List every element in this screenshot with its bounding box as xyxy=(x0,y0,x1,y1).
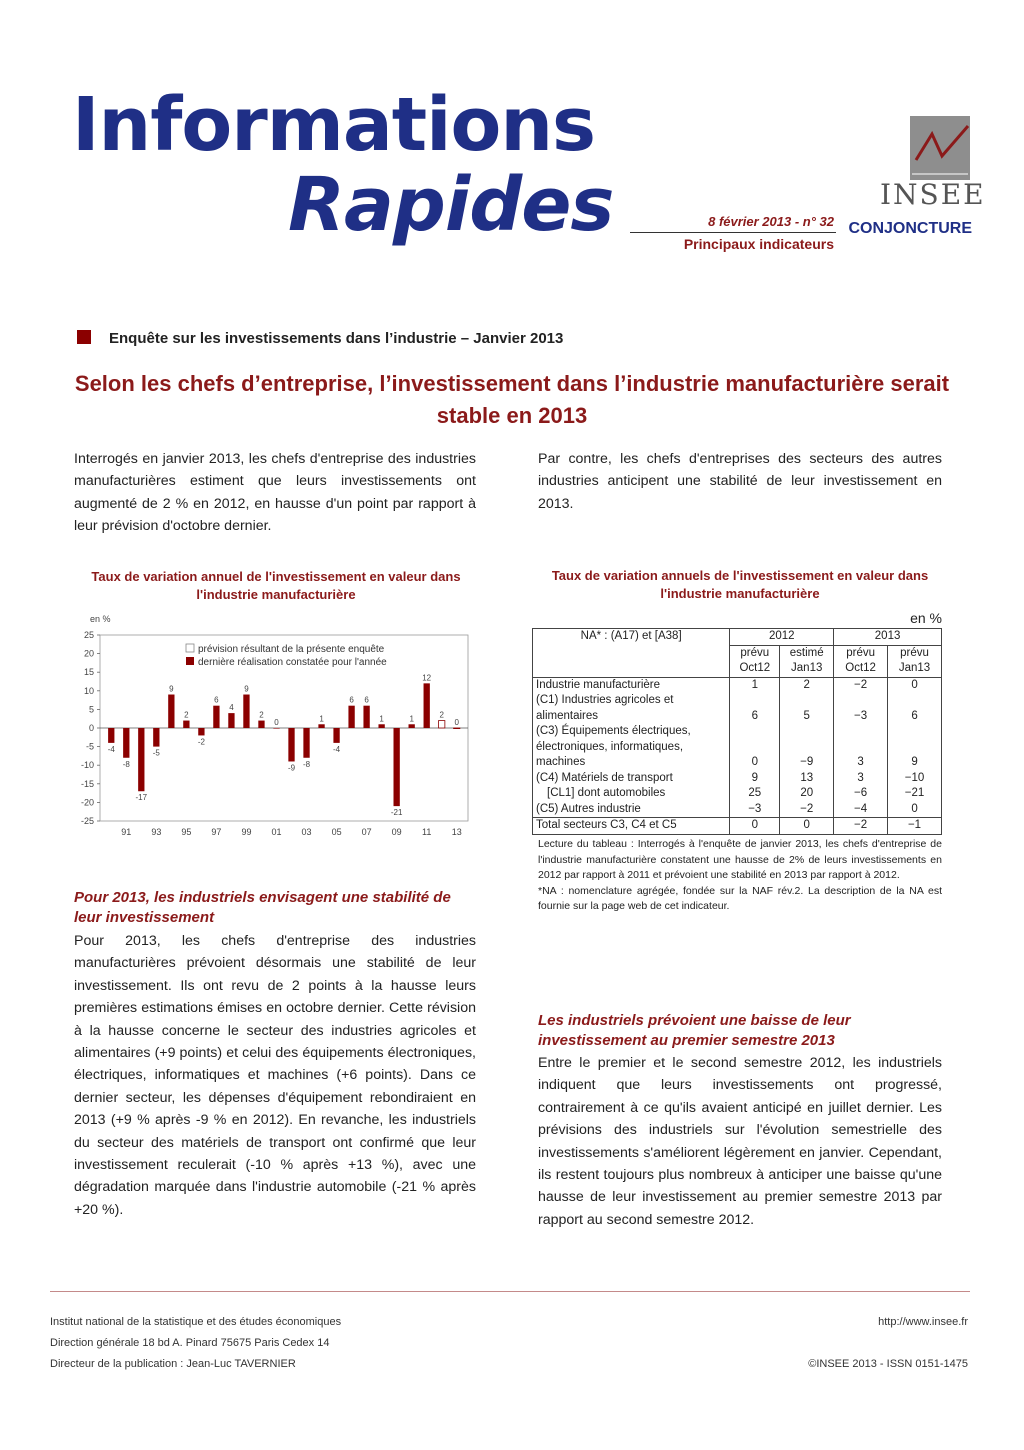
table-sub-prevu: prévu xyxy=(730,645,780,661)
footer-copyright: ©INSEE 2013 - ISSN 0151-1475 xyxy=(808,1358,968,1370)
x-tick-label: 95 xyxy=(181,827,192,837)
data-label: 2 xyxy=(259,710,264,720)
footer-director: Directeur de la publication : Jean-Luc TAVERNIER xyxy=(50,1358,296,1370)
footer-address: Direction générale 18 bd A. Pinard 75675 Paris Cedex 14 xyxy=(50,1337,330,1349)
publication-title: Informations xyxy=(72,82,596,168)
table-sub-oct12: Oct12 xyxy=(834,661,888,677)
intro-paragraph-left: Interrogés en janvier 2013, les chefs d'entreprise des industries manufacturières estiment que leurs investissements ont augmenté de 2 % en 2012, en hausse d'un point par rapport à leur prévision d'octobre dernier. xyxy=(74,451,476,535)
footer-url-link[interactable]: http://www.insee.fr xyxy=(878,1316,968,1328)
footer-right xyxy=(700,1312,968,1375)
table-sub-prevu: prévu xyxy=(834,645,888,661)
publication-subtitle: Rapides xyxy=(288,162,614,248)
data-label: -5 xyxy=(152,748,160,758)
table-header-2012: 2012 xyxy=(730,629,834,646)
table-cell: 6 xyxy=(888,693,942,724)
x-tick-label: 03 xyxy=(301,827,312,837)
bullet-square-icon xyxy=(77,330,91,344)
table-cell: 25 xyxy=(730,786,780,802)
data-label: 4 xyxy=(229,703,234,713)
section1-title: Pour 2013, les industriels envisagent une stabilité de leur investissement xyxy=(74,889,451,926)
data-label: -8 xyxy=(302,759,311,769)
table-sub-jan13: Jan13 xyxy=(888,661,942,677)
table-cell: 0 xyxy=(780,818,834,835)
y-tick-label: -10 xyxy=(80,760,94,771)
table-cell: 3 xyxy=(834,724,888,771)
table-row xyxy=(533,771,942,787)
data-label: 9 xyxy=(244,684,249,694)
data-label: -2 xyxy=(197,737,205,747)
chart-bar xyxy=(153,728,159,747)
y-tick-label: 20 xyxy=(83,648,94,659)
table-note-reading: Lecture du tableau : Interrogés à l'enquête de janvier 2013, les chefs d'entreprise de l'industrie manufacturière constatent une hausse de 2% de leurs investissements en 2012 par rapport à 2011 et prévoient une stabilité en 2013 par rapport à 2012. xyxy=(538,838,942,881)
table-row-label: [CL1] dont automobiles xyxy=(533,786,730,802)
chart-bar xyxy=(213,706,219,728)
table-cell: 2 xyxy=(780,677,834,693)
table-cell: 13 xyxy=(780,771,834,787)
chart-bar xyxy=(288,728,294,761)
chart-bar xyxy=(273,728,279,729)
chart-bar xyxy=(228,713,234,728)
legend-swatch xyxy=(186,644,194,652)
table-cell: 20 xyxy=(780,786,834,802)
data-label: 9 xyxy=(169,684,174,694)
table-header-2013: 2013 xyxy=(834,629,942,646)
table-total-label: Total secteurs C3, C4 et C5 xyxy=(533,818,730,835)
chart-bar xyxy=(138,728,144,791)
survey-label: Enquête sur les investissements dans l’industrie – Janvier 2013 xyxy=(109,330,564,347)
table-cell: −21 xyxy=(888,786,942,802)
data-label: -4 xyxy=(107,744,115,754)
legend-swatch xyxy=(186,657,194,665)
data-label: 1 xyxy=(409,714,414,724)
chart-bar xyxy=(243,695,249,728)
table-cell: 3 xyxy=(834,771,888,787)
table-sub-oct12: Oct12 xyxy=(730,661,780,677)
y-tick-label: -5 xyxy=(85,741,94,752)
table-note-na: *NA : nomenclature agrégée, fondée sur la NAF rév.2. La description de la NA est fournie sur la page web de cet indicateur. xyxy=(538,884,942,912)
chart-bar xyxy=(168,695,174,728)
data-label: 0 xyxy=(454,718,459,727)
x-tick-label: 93 xyxy=(151,827,162,837)
chart-bar xyxy=(378,724,384,728)
table-sub-estime: estimé xyxy=(780,645,834,661)
table-cell: −2 xyxy=(834,677,888,693)
table-cell: −10 xyxy=(888,771,942,787)
table-row-label: (C3) Équipements électriques, électroniques, informatiques, machines xyxy=(533,724,730,771)
conjoncture-label: CONJONCTURE xyxy=(848,220,972,237)
x-tick-label: 05 xyxy=(331,827,342,837)
table-row-label: (C5) Autres industrie xyxy=(533,802,730,818)
chart-bar xyxy=(363,706,369,728)
data-label: -17 xyxy=(135,793,148,803)
table-title: Taux de variation annuels de l'investissement en valeur dans l'industrie manufacturière xyxy=(551,568,929,601)
chart-bar xyxy=(424,683,430,728)
data-label: 6 xyxy=(364,695,369,705)
x-tick-label: 01 xyxy=(271,827,282,837)
table-cell: −4 xyxy=(834,802,888,818)
y-tick-label: 5 xyxy=(88,704,94,715)
data-label: 12 xyxy=(422,673,432,683)
section2-body: Entre le premier et le second semestre 2012, les industriels indiquent que leurs investissements ont progressé, contrairement à ce qu'ils avaient anticipé en juillet dernier. Les prévisions des industriels sur l'évolution semestrielle des investissements s'améliorent légèrement en janvier. Cependant, ils restent toujours plus nombreux à anticiper une baisse qu'une hausse de leur investissement au premier semestre 2013 par rapport au second semestre 2012. xyxy=(538,1055,942,1228)
data-label: -4 xyxy=(333,744,341,754)
table-row-label: (C4) Matériels de transport xyxy=(533,771,730,787)
table-cell: 6 xyxy=(730,693,780,724)
data-label: 1 xyxy=(319,714,324,724)
table-cell: 0 xyxy=(888,802,942,818)
investment-table xyxy=(532,628,942,835)
y-tick-label: -20 xyxy=(80,797,94,808)
chart-bar xyxy=(303,728,309,758)
table-cell: −3 xyxy=(834,693,888,724)
chart-bar xyxy=(123,728,129,758)
x-tick-label: 91 xyxy=(121,827,132,837)
footer-left xyxy=(50,1312,341,1375)
issue-date: 8 février 2013 - n° 32 xyxy=(708,214,834,229)
table-cell: −3 xyxy=(730,802,780,818)
footer-rule xyxy=(50,1291,970,1292)
chart-bar xyxy=(348,706,354,728)
data-label: 2 xyxy=(184,710,189,720)
data-label: -9 xyxy=(287,763,296,773)
y-tick-label: 10 xyxy=(83,685,94,696)
table-cell: −2 xyxy=(834,818,888,835)
table-row xyxy=(533,724,942,771)
data-label: -8 xyxy=(122,759,130,769)
y-tick-label: -15 xyxy=(80,778,94,789)
table-row xyxy=(533,786,942,802)
chart-title: Taux de variation annuel de l'investissement en valeur dans l'industrie manufacturière xyxy=(91,569,461,602)
table-cell: 0 xyxy=(888,677,942,693)
table-row-label: Industrie manufacturière xyxy=(533,677,730,693)
y-tick-label: 25 xyxy=(83,630,94,640)
table-header-label: NA* : (A17) et [A38] xyxy=(533,629,730,678)
chart-bar xyxy=(393,728,399,806)
table-cell: −1 xyxy=(888,818,942,835)
headline: Selon les chefs d’entreprise, l’investissement dans l’industrie manufacturière serait stable en 2013 xyxy=(74,371,950,428)
footer-institute: Institut national de la statistique et des études économiques xyxy=(50,1316,342,1328)
data-label: 1 xyxy=(379,714,384,724)
table-sub-prevu: prévu xyxy=(888,645,942,661)
y-tick-label: 15 xyxy=(83,667,94,678)
chart-bar xyxy=(183,721,189,728)
table-row-label: (C1) Industries agricoles et alimentaires xyxy=(533,693,730,724)
chart-bar xyxy=(198,728,204,735)
x-tick-label: 13 xyxy=(451,827,462,837)
chart-bar xyxy=(108,728,114,743)
table-cell: −6 xyxy=(834,786,888,802)
chart-bar xyxy=(258,721,264,728)
data-label: -21 xyxy=(390,808,403,818)
table-cell: 9 xyxy=(888,724,942,771)
x-tick-label: 99 xyxy=(241,827,252,837)
table-note xyxy=(538,837,942,915)
table-row xyxy=(533,802,942,818)
table-cell: 0 xyxy=(730,818,780,835)
data-label: 2 xyxy=(439,710,444,720)
table-row xyxy=(533,677,942,693)
section1-body: Pour 2013, les chefs d'entreprise des industries manufacturières prévoient désormais une stabilité de leur investissement. Ils ont revu de 2 points à la hausse leurs premières estimations émises en octobre dernier. Cette révision à la hausse concerne le secteur des industries agricoles et alimentaires (+9 points) et celui des équipements électroniques, électriques, informatiques et machines (+6 points). Dans ce dernier secteur, les dépenses d'équipement rebondiraient en 2013 (+9 % après -9 % en 2012). En revanche, les industriels du secteur des matériels de transport ont confirmé que leur investissement reculerait (-10 % après +13 %), avec une dégradation marquée dans l'industrie automobile (-21 % après +20 %). xyxy=(74,933,476,1218)
table-cell: −2 xyxy=(780,802,834,818)
data-label: 6 xyxy=(349,695,354,705)
table-cell: 0 xyxy=(730,724,780,771)
table-unit: en % xyxy=(910,610,942,626)
masthead-rule xyxy=(630,232,836,233)
x-tick-label: 09 xyxy=(391,827,402,837)
legend-label: prévision résultant de la présente enquête xyxy=(198,644,385,655)
legend-label: dernière réalisation constatée pour l'année xyxy=(198,657,387,668)
intro-paragraph-right: Par contre, les chefs d'entreprises des secteurs des autres industries anticipent une stabilité de leur investissement en 2013. xyxy=(538,451,942,512)
data-label: 6 xyxy=(214,695,219,705)
insee-logo-text: INSEE xyxy=(880,178,986,211)
y-tick-label: -25 xyxy=(80,816,94,826)
x-tick-label: 11 xyxy=(422,827,432,837)
chart-bar xyxy=(333,728,339,743)
bar-chart xyxy=(70,625,470,847)
chart-y-unit: en % xyxy=(90,614,111,624)
table-cell: −9 xyxy=(780,724,834,771)
table-cell: 1 xyxy=(730,677,780,693)
table-sub-jan13: Jan13 xyxy=(780,661,834,677)
section2-title: Les industriels prévoient une baisse de leur investissement au premier semestre 2013 xyxy=(538,1012,851,1049)
x-tick-label: 97 xyxy=(211,827,222,837)
issue-category: Principaux indicateurs xyxy=(683,236,834,252)
insee-logo-icon xyxy=(910,116,970,180)
data-label: 0 xyxy=(274,718,279,727)
chart-bar xyxy=(318,724,324,728)
chart-bar xyxy=(454,728,460,729)
table-cell: 5 xyxy=(780,693,834,724)
chart-bar xyxy=(409,724,415,728)
x-tick-label: 07 xyxy=(361,827,372,837)
y-tick-label: 0 xyxy=(88,723,94,733)
table-cell: 9 xyxy=(730,771,780,787)
table-row xyxy=(533,693,942,724)
chart-bar xyxy=(439,721,445,728)
